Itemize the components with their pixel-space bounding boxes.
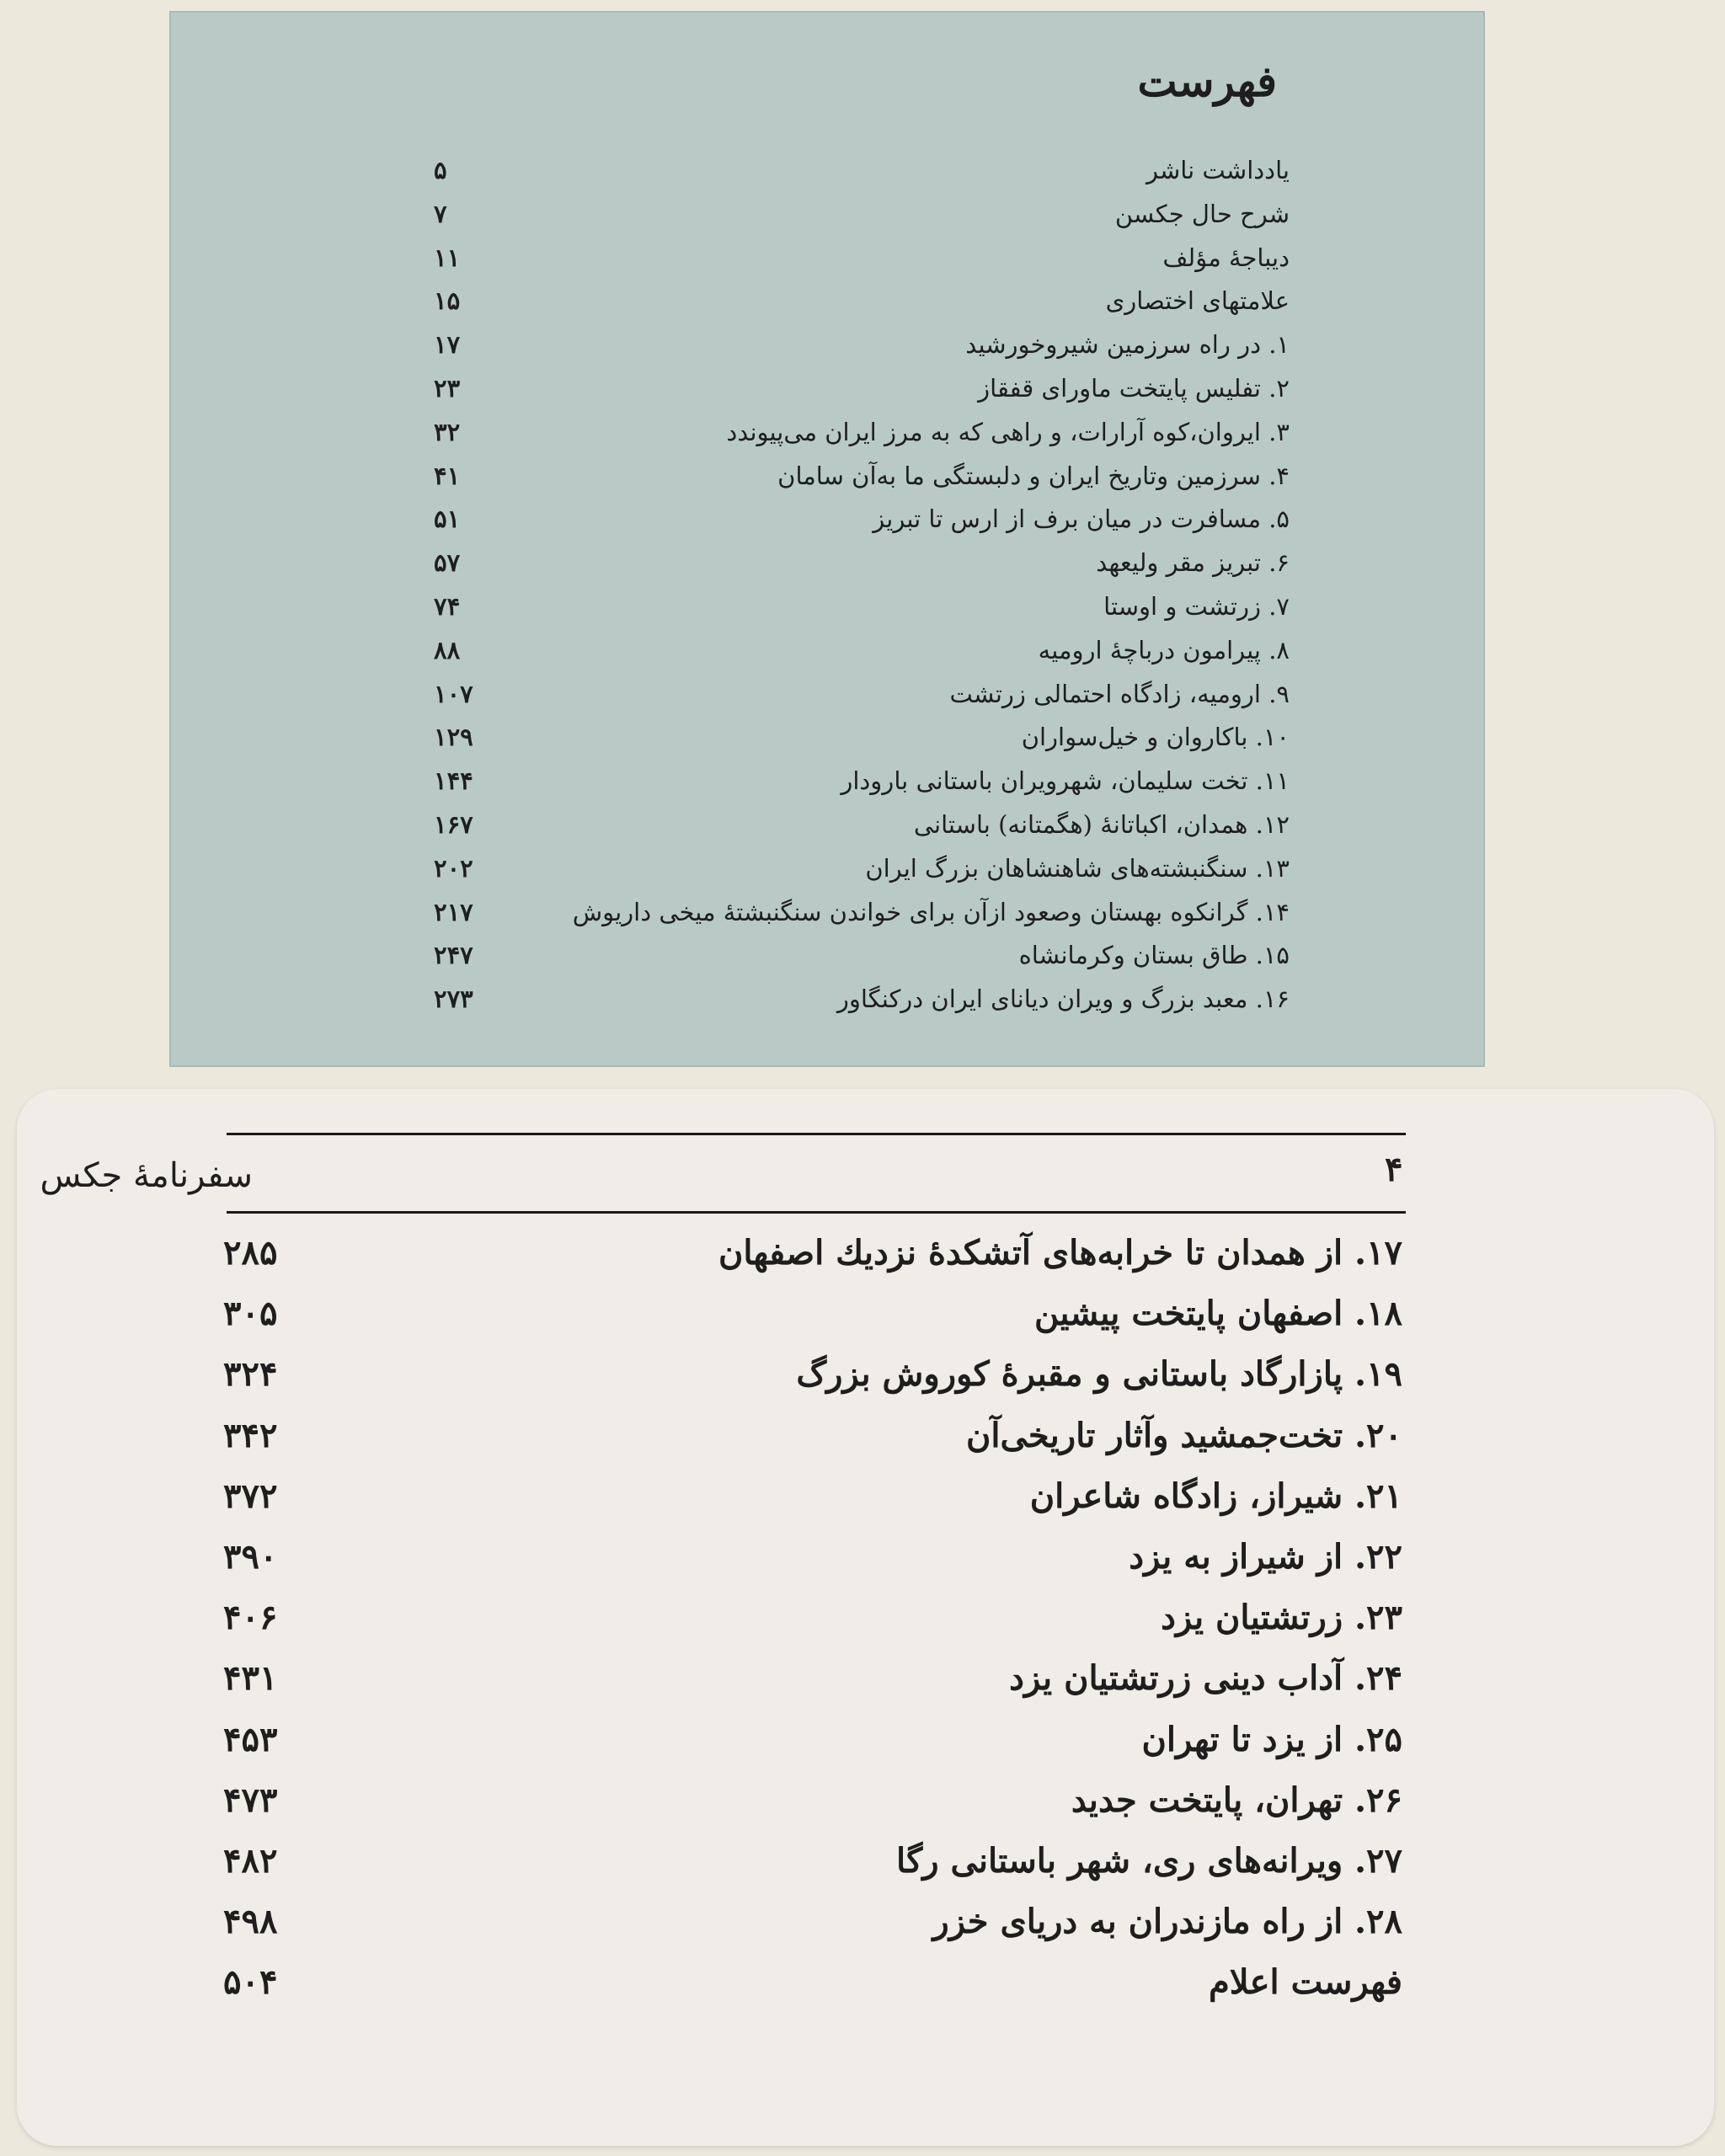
toc-entry-page: ۷	[434, 199, 447, 228]
toc-entry-page: ۳۷۲	[223, 1476, 278, 1516]
toc-entry	[169, 323, 1485, 366]
toc-entry-title: ۲. تفلیس پایتخت ماورای قفقاز	[978, 374, 1290, 403]
toc-entry-page: ۲۴۷	[434, 941, 473, 970]
toc-entry-title: ۲۱. شیراز، زادگاه شاعران	[1029, 1476, 1402, 1516]
toc-entry-page: ۳۲۴	[223, 1354, 278, 1395]
toc-entry	[169, 846, 1485, 890]
toc-entry-title: ۱۶. معبد بزرگ و ویران دیانای ایران درکنگاور	[836, 985, 1290, 1014]
toc-entry-title: ۹. ارومیه، زادگاه احتمالی زرتشت	[949, 679, 1290, 708]
toc-entry-title: ۱۰. باکاروان و خیل‌سواران	[1021, 723, 1290, 752]
toc-entry-title: ۲۵. از یزد تا تهران	[1141, 1719, 1402, 1759]
toc-entry-page: ۸۸	[434, 635, 461, 664]
toc-entry-page: ۱۱	[434, 243, 461, 272]
toc-entry-title: ۵. مسافرت در میان برف از ارس تا تبریز	[873, 504, 1290, 534]
toc-entry	[17, 1284, 1714, 1343]
toc-entry	[17, 1892, 1714, 1951]
toc-entry-title: ۸. پیرامون درباچهٔ ارومیه	[1038, 635, 1290, 664]
toc-entry-page: ۲۰۲	[434, 853, 473, 883]
toc-page-bottom	[17, 1089, 1714, 2146]
toc-entry-title: ۲۴. آداب دینی زرتشتیان یزد	[1009, 1658, 1402, 1699]
toc-entry	[169, 454, 1485, 498]
toc-entry-page: ۳۴۲	[223, 1415, 278, 1455]
toc-entry-page: ۲۸۵	[223, 1233, 278, 1273]
toc-entry-page: ۲۱۷	[434, 897, 473, 926]
toc-entry-page: ۱۴۴	[434, 766, 473, 796]
toc-entry-title: ۱۵. طاق بستان وکرمانشاه	[1018, 941, 1290, 970]
toc-entry-title: فهرست اعلام	[1209, 1962, 1402, 2003]
toc-entry-title: ۱۴. گرانکوه بهستان وصعود ازآن برای خواندن سنگنبشتهٔ میخی داریوش	[572, 897, 1290, 926]
toc-entry	[17, 1710, 1714, 1769]
toc-entry	[169, 977, 1485, 1021]
toc-entry	[17, 1345, 1714, 1404]
toc-entry-page: ۲۳	[434, 374, 461, 403]
toc-entry	[17, 1588, 1714, 1647]
toc-entry-page: ۱۲۹	[434, 723, 473, 752]
toc-entry-page: ۲۷۳	[434, 985, 473, 1014]
toc-entry	[169, 672, 1485, 716]
toc-entry-title: ۱. در راه سرزمین شیروخورشید	[965, 330, 1290, 360]
toc-entry-title: ۲۷. ویرانه‌های ری، شهر باستانی رگا	[896, 1841, 1402, 1881]
toc-entry	[169, 236, 1485, 280]
toc-entry-title: ۱۱. تخت سلیمان، شهرویران باستانی بارودار	[841, 766, 1290, 796]
toc-entry	[169, 584, 1485, 628]
toc-entry-page: ۴۷۳	[223, 1780, 278, 1820]
toc-entry	[17, 1467, 1714, 1526]
toc-entry-page: ۴۹۸	[223, 1902, 278, 1942]
toc-entry	[17, 1953, 1714, 2012]
toc-entry	[169, 497, 1485, 541]
toc-entry-title: یادداشت ناشر	[1146, 156, 1290, 184]
toc-entry	[169, 803, 1485, 846]
toc-entry-title: ۷. زرتشت و اوستا	[1103, 592, 1290, 621]
toc-heading: فهرست	[1137, 56, 1277, 106]
page-number: ۴	[1385, 1150, 1403, 1189]
toc-entry-title: ۳. ایروان،کوه آرارات، و راهی که به مرز ایران می‌پیوندد	[726, 417, 1290, 446]
toc-entry-page: ۴۵۳	[223, 1719, 278, 1759]
toc-entry-page: ۵	[434, 156, 447, 184]
toc-entry-page: ۳۰۵	[223, 1294, 278, 1334]
toc-entry-title: علامتهای اختصاری	[1105, 286, 1290, 316]
toc-entry-page: ۳۹۰	[223, 1537, 278, 1577]
toc-entry	[169, 410, 1485, 454]
toc-entry	[169, 192, 1485, 236]
toc-entry-title: شرح حال جکسن	[1114, 199, 1290, 228]
toc-entry	[17, 1528, 1714, 1587]
toc-entry	[169, 759, 1485, 803]
toc-entry-page: ۱۵	[434, 286, 461, 316]
toc-entry-page: ۵۷	[434, 548, 461, 578]
toc-entry-title: ۲۳. زرتشتیان یزد	[1161, 1598, 1402, 1638]
toc-entry-title: ۲۶. تهران، پایتخت جدید	[1071, 1780, 1402, 1820]
toc-entry	[169, 890, 1485, 934]
toc-entry	[17, 1406, 1714, 1465]
toc-entry	[17, 1649, 1714, 1708]
toc-entry-page: ۵۰۴	[223, 1962, 278, 2003]
toc-entry-title: دیباجهٔ مؤلف	[1162, 243, 1290, 272]
toc-entry-page: ۱۰۷	[434, 679, 473, 708]
toc-entry	[169, 715, 1485, 759]
toc-entry-title: ۱۷. از همدان تا خرابه‌های آتشکدهٔ نزدیك اصفهان	[718, 1233, 1402, 1273]
toc-entry-page: ۱۷	[434, 330, 461, 360]
toc-entry-title: ۱۲. همدان، اکباتانهٔ (هگمتانه) باستانی	[913, 810, 1290, 839]
toc-entry-page: ۵۱	[434, 504, 461, 534]
toc-entry-page: ۴۸۲	[223, 1841, 278, 1881]
toc-entry-title: ۲۸. از راه مازندران به دریای خزر	[932, 1902, 1402, 1942]
toc-entry-page: ۷۴	[434, 592, 461, 621]
toc-entry	[169, 366, 1485, 410]
toc-entry-page: ۴۳۱	[223, 1658, 278, 1699]
toc-entry-page: ۴۱	[434, 461, 461, 490]
header-top-rule	[227, 1133, 1406, 1135]
toc-entry-title: ۲۲. از شیراز به یزد	[1129, 1537, 1402, 1577]
toc-entry-title: ۶. تبریز مقر ولیعهد	[1096, 548, 1290, 578]
toc-entry-title: ۱۳. سنگنبشته‌های شاهنشاهان بزرگ ایران	[865, 853, 1290, 883]
toc-page-top	[169, 11, 1485, 1067]
toc-entry	[17, 1224, 1714, 1283]
toc-entry-title: ۲۰. تخت‌جمشید وآثار تاریخی‌آن	[966, 1415, 1402, 1455]
toc-entry-title: ۴. سرزمین وتاریخ ایران و دلبستگی ما به‌آن سامان	[777, 461, 1290, 490]
toc-entry	[169, 933, 1485, 977]
toc-entry-title: ۱۸. اصفهان پایتخت پیشین	[1033, 1294, 1402, 1334]
toc-entry-title: ۱۹. پازارگاد باستانی و مقبرهٔ کوروش بزرگ	[796, 1354, 1402, 1395]
header-bottom-rule	[227, 1211, 1406, 1214]
toc-entry	[17, 1771, 1714, 1830]
toc-entry	[169, 279, 1485, 323]
running-head: سفرنامهٔ جکس	[40, 1156, 253, 1195]
toc-entry	[169, 541, 1485, 584]
toc-entry	[17, 1832, 1714, 1891]
toc-entry	[169, 148, 1485, 192]
toc-entry	[169, 628, 1485, 672]
toc-entry-page: ۱۶۷	[434, 810, 473, 839]
toc-entry-page: ۳۲	[434, 417, 461, 446]
toc-entry-page: ۴۰۶	[223, 1598, 278, 1638]
